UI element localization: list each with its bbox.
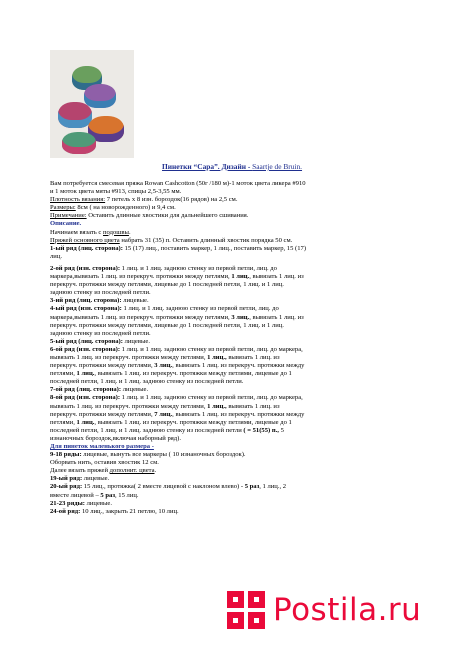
row-2: 2-ой ряд (изн. сторона): 1 лиц. и 1 лиц. заднюю стенку из первой петли, лиц. до xyxy=(50,264,277,272)
materials-line-2: и 1 моток цвета мяты #913, спицы 2,5-3,55 мм. xyxy=(50,188,182,196)
note-value: Оставить длинные хвостики для дальнейшего сшивания. xyxy=(86,212,249,220)
bootie-5 xyxy=(62,132,96,154)
row-8: 8-ой ряд (изн. сторона): 1 лиц. и 1 лиц. заднюю стенку из первой петли, лиц. до маркера, xyxy=(50,394,303,402)
gauge-line xyxy=(50,196,420,204)
row-4: 4-ый ряд (изн. сторона): 1 лиц. и 1 лиц. заднюю стенку из первой петли, лиц. до xyxy=(50,305,279,313)
title-main: Пинетки “Сара”. Дизайн - xyxy=(162,162,253,171)
row-3: 3-ий ряд (лиц. сторона): лицевые. xyxy=(50,297,149,305)
row-6-line-4: петлями, 1 лиц., вывязать 1 лиц. из перекруч. протяжки между петлями, лицевые до 1 xyxy=(50,370,292,378)
row-8-line-5: последней петли, 1 лиц. и 1 лиц. заднюю стенку из последней петли ( = 51(55) п., 5 xyxy=(50,426,284,434)
sizes-line xyxy=(50,204,420,212)
row-8-line-2: вывязать 1 лиц. из перекруч. протяжки между петлями, 1 лиц., вывязать 1 лиц. из xyxy=(50,402,280,410)
gauge-value: 7 петель х 8 изн. бороздок(16 рядов) на 2,5 см. xyxy=(105,196,238,204)
postila-watermark[interactable] xyxy=(225,585,455,635)
row-6: 6-ой ряд (изн. сторона): 1 лиц. и 1 лиц. заднюю стенку из первой петли, лиц. до маркера, xyxy=(50,345,303,353)
contrast-color-line: Далее вязать пряжей дополнит. цвета. xyxy=(50,467,157,475)
title-author: Saartje de Bruin. xyxy=(252,162,303,171)
document-title xyxy=(162,162,302,171)
gauge-label: Плотность вязания: xyxy=(50,196,106,204)
row-2-line-3: перекруч. протяжки между петлями, лицевые до 1 последней петли, 1 лиц. и 1 лиц. xyxy=(50,281,284,289)
small-size-heading: Для пинеток маленького размера - xyxy=(50,443,154,450)
description-heading: Описание. xyxy=(50,220,82,228)
row-5: 5-ый ряд (лиц. сторона): лицевые. xyxy=(50,337,150,345)
rows-9-18: 9-18 ряды: лицевые, вынуть все маркеры ( 10 изнаночных бороздок). xyxy=(50,451,246,459)
row-6-line-5: последней петли, 1 лиц. и 1 лиц. заднюю стенку из последней петли. xyxy=(50,378,244,386)
note-line xyxy=(50,212,420,220)
row-4-line-3: перекруч. протяжки между петлями, лицевые до 1 последней петли, 1 лиц. и 1 лиц. xyxy=(50,321,284,329)
row-24: 24-ой ряд: 10 лиц., закрыть 21 петлю, 10 лиц. xyxy=(50,507,179,515)
row-4-line-2: маркера,вывязать 1 лиц. из перекруч. протяжки между петлями, 3 лиц., вывязать 1 лиц. из xyxy=(50,313,304,321)
sizes-value: 8см ( на новорожденного) и 9,4 см. xyxy=(75,204,176,212)
booties-photo xyxy=(50,50,134,158)
postila-watermark-text: Postila.ru xyxy=(273,592,422,628)
row-1: 1-ый ряд (лиц. сторона): 15 (17) лиц., поставить маркер, 1 лиц., поставить маркер, 15 (17) xyxy=(50,244,307,252)
sole-intro: Начинаем вязать с подошвы. xyxy=(50,228,131,236)
row-1-cont: лиц. xyxy=(50,252,62,260)
row-2-line-2: маркера,вывязать 1 лиц. из перекруч. протяжки между петлями, 1 лиц., вывязать 1 лиц. из xyxy=(50,273,304,281)
row-6-line-2: вывязать 1 лиц. из перекруч. протяжки между петлями, 1 лиц., вывязать 1 лиц. из xyxy=(50,353,280,361)
row-6-line-3: перекруч. протяжки между петлями, 3 лиц., вывязать 1 лиц. из перекруч. протяжки между xyxy=(50,362,305,370)
rows-21-23: 21-23 ряды: лицевые. xyxy=(50,499,112,507)
note-label: Примечание: xyxy=(50,212,87,220)
cast-on-line: Пряжей основного цвета набрать 31 (35) п. Оставить длинный хвостик порядка 50 см. xyxy=(50,236,293,244)
postila-logo-icon xyxy=(225,589,267,631)
row-8-line-4: петлями, 1 лиц., вывязать 1 лиц. из перекруч. протяжки между петлями, лицевые до 1 xyxy=(50,418,292,426)
row-2-line-4: заднюю стенку из последней петли. xyxy=(50,289,151,297)
bootie-2 xyxy=(84,84,116,108)
row-20-line-2: вместе лицевой – 5 раз, 15 лиц. xyxy=(50,491,139,499)
row-4-line-4: заднюю стенку из последней петли. xyxy=(50,329,151,337)
row-20: 20-ый ряд: 15 лиц., протяжка( 2 вместе лицевой с наклоном влево) - 5 раз, 1 лиц., 2 xyxy=(50,483,287,491)
bootie-3 xyxy=(58,102,92,128)
materials-line-1: Вам потребуется смесевая пряжа Rowan Cashcotton (50г /180 м)-1 моток цвета ликера #910 xyxy=(50,180,306,187)
row-7: 7-ой ряд (лиц. сторона): лицевые. xyxy=(50,386,149,394)
row-8-line-6: изнаночных бороздок,включая наборный ряд). xyxy=(50,434,181,442)
row-19: 19-ый ряд: лицевые. xyxy=(50,475,110,483)
row-8-line-3: перекруч. протяжки между петлями, 7 лиц., вывязать 1 лиц. из перекруч. протяжки между xyxy=(50,410,305,418)
pattern-text xyxy=(50,180,420,516)
cut-yarn-line: Оборвать нить, оставив хвостик 12 см. xyxy=(50,459,159,467)
sizes-label: Размеры: xyxy=(50,204,76,212)
